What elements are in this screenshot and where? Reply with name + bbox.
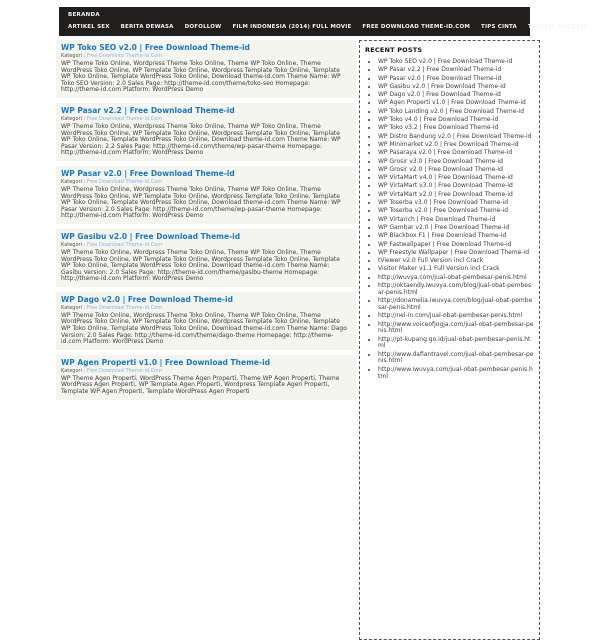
recent-post-item (378, 313, 534, 320)
nav-item-free-download-theme-id-com[interactable]: FREE DOWNLOAD THEME-ID.COM (362, 24, 471, 30)
recent-post-item (378, 208, 534, 215)
recent-post-item (378, 92, 534, 99)
recent-post-link[interactable]: WP Gambar v2.0 | Free Download Theme-id (378, 223, 510, 231)
recent-post-item (378, 283, 534, 297)
nav-item-berita-dewasa[interactable]: BERITA DEWASA (120, 24, 174, 30)
recent-post-link[interactable]: WP Toserba v3.0 | Free Download Theme-id (378, 199, 509, 207)
recent-post-item (378, 175, 534, 182)
post-meta (61, 116, 351, 122)
post-body: WP Theme Agen Properti, WordPress Theme Agen Properti, Theme WP Agen Properti, Theme WordPress Agen Properti, WP Template Agen Properti, Wordpress Template Agen Properti, Template WP Agen Properti, Template WordPress Agen Properti (61, 374, 340, 396)
recent-post-link[interactable]: http://www.dafiantravel.com/jual-obat-pembesar-penis.html (378, 350, 534, 365)
sidebar-title: RECENT POSTS (365, 46, 423, 54)
recent-post-link[interactable]: WP Toko v3.2 | Free Download Theme-id (378, 124, 499, 132)
recent-post-link[interactable]: WP Grosir v3.0 | Free Download Theme-id (378, 157, 503, 165)
recent-post-link[interactable]: WP Minimarket v2.0 | Free Download Theme-id (378, 140, 519, 148)
post-title-link[interactable]: WP Pasar v2.0 | Free Download Theme-id (61, 168, 235, 178)
post-title-link[interactable]: WP Gasibu v2.0 | Free Download Theme-id (61, 231, 241, 241)
recent-post-link[interactable]: WP Virtarich | Free Download Theme-id (378, 215, 496, 223)
nav-item-film-indonesia-2014-full-movie[interactable]: FILM INDONESIA (2014) FULL MOVIE (232, 24, 352, 30)
recent-post-item (378, 258, 534, 265)
recent-post-link[interactable]: WP Distro Bandung v2.0 | Free Download Theme-id (378, 132, 532, 140)
recent-post-item (378, 142, 534, 149)
recent-posts-sidebar (359, 40, 540, 640)
recent-post-item (378, 76, 534, 83)
recent-post-link[interactable]: WP Toserba v2.0 | Free Download Theme-id (378, 207, 509, 215)
nav-item-dofollow[interactable]: DOFOLLOW (184, 24, 222, 30)
post-category-label: Kategori : (61, 367, 87, 374)
post-title-link[interactable]: WP Toko SEO v2.0 | Free Download Theme-id (61, 43, 250, 52)
post-item (56, 292, 356, 350)
recent-post-link[interactable]: tViewer v2.0 Full Version incl Crack (378, 257, 484, 265)
post-meta (61, 53, 351, 59)
recent-post-item (378, 167, 534, 174)
recent-post-link[interactable]: WP VirtaMart v2.0 | Free Download Theme-id (378, 190, 513, 198)
recent-post-item (378, 250, 534, 257)
recent-post-item (378, 67, 534, 74)
post-body: WP Theme Toko Online, Wordpress Theme Toko Online, Theme WP Toko Online, Theme WordPress Toko Online, WP Template Toko Online, Wordpress Template Toko Online, Template WP Toko Online, Template WordPress Toko Online, Download theme-id.com Theme Name: WP Pasar Version: 2.0 Sales Page: http://theme-id.com/theme/wp-pasar-theme Homepage: http://theme-id.com Platform: WordPress Demo (61, 185, 341, 220)
recent-post-item (378, 352, 534, 366)
recent-post-item (378, 159, 534, 166)
post-category-label: Kategori : (61, 53, 87, 59)
post-category-label: Kategori : (61, 304, 87, 311)
recent-post-item (378, 134, 534, 141)
post-title-link[interactable]: WP Dago v2.0 | Free Download Theme-id (61, 294, 233, 304)
recent-post-item (378, 242, 534, 249)
recent-post-link[interactable]: WP Pasar v2.2 | Free Download Theme-id (378, 66, 502, 74)
post-body: WP Theme Toko Online, Wordpress Theme Toko Online, Theme WP Toko Online, Theme WordPress Toko Online, WP Template Toko Online, Wordpress Template Toko Online, Template WP Toko Online, Template WordPress Toko Online, Download theme-id.com Theme Name: WP Pasar Version: 2.2 Sales Page: http://theme-id.com/theme/wp-pasar-theme Homepage: http://theme-id.com Platform: WordPress Demo (61, 122, 341, 157)
post-category-link[interactable]: Free Download Theme-id.Com (86, 53, 163, 59)
post-category-link[interactable]: Free Download Theme-id.Com (86, 115, 163, 122)
post-body: WP Theme Toko Online, Wordpress Theme Toko Online, Theme WP Toko Online, Theme WordPress Toko Online, WP Template Toko Online, Wordpress Template Toko Online, Template WP Toko Online, Template WordPress Toko Online, Download theme-id.com Theme Name: WP Toko SEO Version: 2.0 Sales Page: http://theme-id.com/theme/toko-seo Homepage: http://theme-id.com Platform: WordPress Demo (61, 60, 341, 94)
top-nav (59, 7, 589, 36)
post-meta (61, 242, 351, 248)
recent-post-link[interactable]: http://oktaendy.iwuvya.com/blog/jual-obat-pembesar-penis.html (378, 282, 532, 296)
post-category-label: Kategori : (61, 115, 87, 122)
post-category-label: Kategori : (61, 178, 87, 185)
recent-post-link[interactable]: WP Freestyle Wallpaper | Free Download Theme-id (378, 248, 530, 256)
recent-post-item (378, 367, 534, 381)
recent-post-item (378, 192, 534, 199)
recent-post-item (378, 266, 534, 273)
post-meta (61, 179, 351, 185)
post-category-link[interactable]: Free Download Theme-id.Com (86, 178, 163, 185)
post-title-link[interactable]: WP Pasar v2.2 | Free Download Theme-id (61, 105, 235, 115)
nav-item-beranda[interactable]: BERANDA (68, 12, 100, 18)
recent-post-item (378, 84, 534, 91)
recent-post-item (378, 125, 534, 132)
recent-post-link[interactable]: WP VirtaMart v4.0 | Free Download Theme-id (378, 174, 513, 182)
recent-post-link[interactable]: WP Grosir v2.0 | Free Download Theme-id (378, 165, 503, 173)
post-meta (61, 305, 351, 311)
recent-post-link[interactable]: http://www.voiceofjogja.com/jual-obat-pembesar-penis.html (378, 320, 534, 335)
nav-item-tips-cinta[interactable]: TIPS CINTA (481, 24, 518, 30)
recent-posts-list (365, 59, 534, 380)
recent-post-link[interactable]: Visitor Maker v1.1 Full Version incl Crack (378, 265, 500, 273)
recent-post-link[interactable]: http://iwuvya.com/jual-obat-pembesar-penis.html (378, 273, 527, 281)
post-item (56, 229, 356, 287)
recent-post-link[interactable]: WP Pasaraya v2.0 | Free Download Theme-id (378, 149, 513, 157)
recent-post-link[interactable]: http://pt-kupang.go.id/jual-obat-pembesar-penis.html (378, 335, 531, 350)
recent-post-link[interactable]: WP Toko SEO v2.0 | Free Download Theme-id (378, 58, 513, 65)
recent-post-link[interactable]: WP Blackbox F1 | Free Download Theme-id (378, 232, 507, 240)
recent-post-link[interactable]: WP VirtaMart v3.0 | Free Download Theme-id (378, 182, 513, 190)
recent-post-item (378, 337, 534, 351)
recent-post-item (378, 59, 534, 66)
recent-post-item (378, 275, 534, 282)
post-item (56, 103, 356, 161)
post-meta (61, 368, 351, 374)
posts-column (56, 40, 356, 405)
recent-post-item (378, 117, 534, 124)
content-layout (56, 40, 540, 640)
recent-post-item (378, 200, 534, 207)
recent-post-link[interactable]: WP Agen Properti v1.0 | Free Download Theme-id (378, 99, 526, 107)
recent-post-item (378, 100, 534, 107)
recent-post-item (378, 150, 534, 157)
recent-post-item (378, 322, 534, 336)
recent-post-link[interactable]: WP Toko v4.0 | Free Download Theme-id (378, 116, 499, 124)
recent-post-link[interactable]: http://nel-in.com/jual-obat-pembesar-penis.html (378, 312, 523, 320)
recent-post-item (378, 298, 534, 312)
recent-post-item (378, 233, 534, 240)
post-category-label: Kategori : (61, 241, 87, 248)
post-category-link[interactable]: Free Download Theme-id.Com (86, 367, 163, 374)
nav-item-traffic-booster[interactable]: TRAFFIC BOOSTER (528, 24, 589, 30)
nav-item-artikel-sex[interactable]: ARTIKEL SEX (68, 24, 110, 30)
recent-post-link[interactable]: http://www.iwuvya.com/jual-obat-pembesar-penis.html (378, 365, 533, 380)
recent-post-item (378, 225, 534, 232)
post-title-link[interactable]: WP Agen Properti v1.0 | Free Download Theme-id (61, 357, 271, 367)
post-item (56, 166, 356, 224)
recent-post-link[interactable]: WP Fastwallpaper | Free Download Theme-id (378, 240, 512, 248)
post-category-link[interactable]: Free Download Theme-id.Com (86, 304, 163, 311)
post-item (56, 355, 356, 400)
post-body: WP Theme Toko Online, Wordpress Theme Toko Online, Theme WP Toko Online, Theme WordPress Toko Online, WP Template Toko Online, Wordpress Template Toko Online, Template WP Toko Online, Template WordPress Toko Online, Download theme-id.com Theme Name: Gasibu Version: 2.0 Sales Page: http://theme-id.com/theme/gasibu-theme Homepage: http://theme-id.com Platform: WordPress Demo (61, 248, 340, 283)
recent-post-item (378, 217, 534, 224)
recent-post-item (378, 109, 534, 116)
nav-row-secondary (68, 24, 589, 30)
recent-post-item (378, 183, 534, 190)
post-body: WP Theme Toko Online, Wordpress Theme Toko Online, Theme WP Toko Online, Theme WordPress Toko Online, WP Template Toko Online, Wordpress Template Toko Online, Template WP Toko Online, Template WordPress Toko Online, Download theme-id.com Theme Name: Dago Version: 2.0 Sales Page: http://theme-id.com/theme/dago-theme Homepage: http://theme-id.com Platform: WordPress Demo (61, 311, 347, 346)
recent-post-link[interactable]: WP Dago v2.0 | Free Download Theme-id (378, 91, 501, 99)
recent-post-link[interactable]: WP Toko Landing v2.0 | Free Download Theme-id (378, 107, 525, 115)
nav-row-primary (68, 12, 521, 18)
recent-post-link[interactable]: http://donamelia.iwuvya.com/blog/jual-obat-pembesar-penis.html (378, 297, 533, 311)
post-category-link[interactable]: Free Download Theme-id.Com (86, 241, 163, 248)
recent-post-link[interactable]: WP Pasar v2.0 | Free Download Theme-id (378, 74, 502, 82)
post-item (56, 40, 356, 98)
recent-post-link[interactable]: WP Gasibu v2.0 | Free Download Theme-id (378, 82, 506, 90)
